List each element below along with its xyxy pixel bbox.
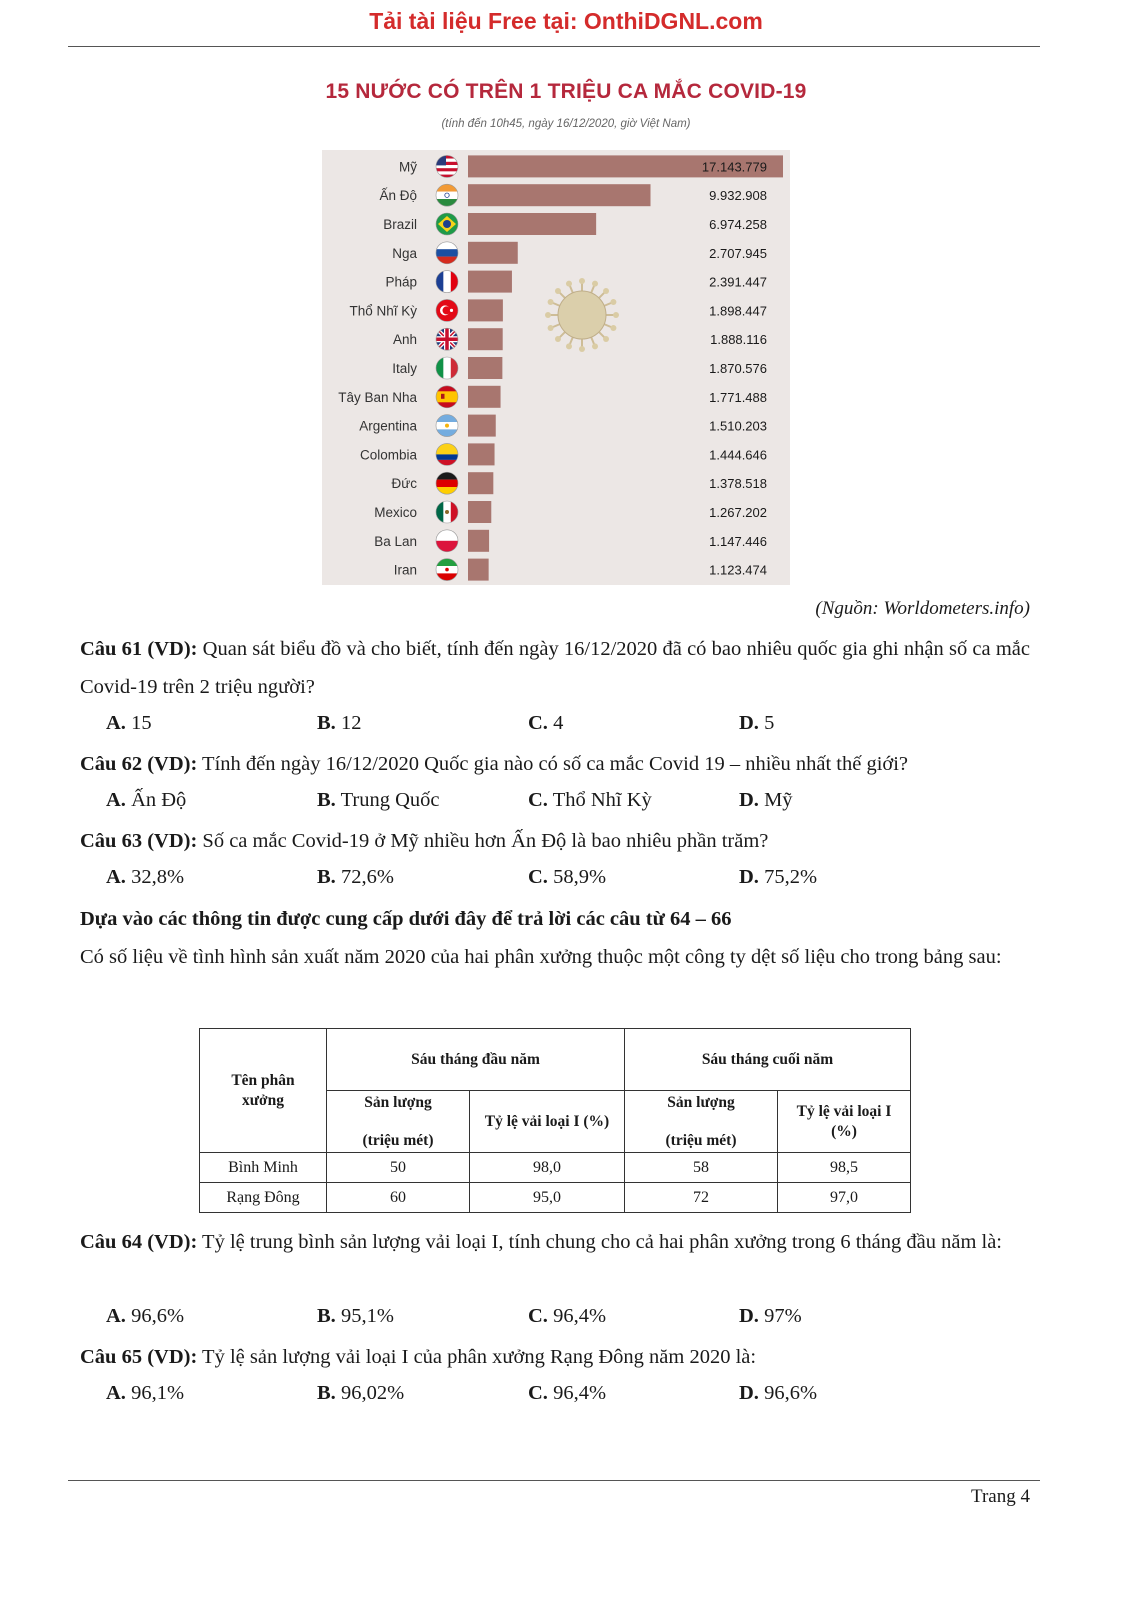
value-label: 1.898.447 [709,303,767,319]
country-label: Anh [392,332,417,348]
table-header-workshop: Tên phân xưởng [200,1029,327,1153]
bar [468,530,489,552]
bar [468,386,501,408]
flag-russia-icon [436,242,458,264]
virus-decoration-icon [545,278,619,352]
question-65 [80,1338,1030,1376]
question-label: Câu 65 (VD): [80,1346,198,1368]
question-label: Câu 61 (VD): [80,638,198,660]
question-64 [80,1223,1030,1261]
value-label: 9.932.908 [709,188,767,204]
table-row: Bình Minh 50 98,0 58 98,5 [200,1153,911,1183]
value-label: 1.267.202 [709,505,767,520]
question-text: Quan sát biểu đồ và cho biết, tính đến ngày 16/12/2020 đã có bao nhiêu quốc gia ghi nhận số ca mắc Covid-19 trên 2 triệu người? [80,638,1030,698]
table-header-ratio: Tỷ lệ vải loại I (%) [470,1091,625,1153]
chart-source: (Nguồn: Worldometers.info) [815,598,1030,619]
value-label: 1.444.646 [709,447,767,463]
option-d[interactable]: D. 5 [739,712,775,734]
question-65-options [106,1382,1066,1412]
flag-india-icon [436,184,458,206]
question-text: Tỷ lệ sản lượng vải loại I của phân xưởng Rạng Đông năm 2020 là: [197,1346,757,1368]
value-label: 1.888.116 [710,332,767,348]
bar [468,357,502,379]
country-label: Pháp [385,274,417,290]
section-instruction: Dựa vào các thông tin được cung cấp dưới đây để trả lời các câu từ 64 – 66 [80,908,732,930]
country-label: Đức [391,476,417,492]
question-text: Tỷ lệ trung bình sản lượng vải loại I, tính chung cho cả hai phân xưởng trong 6 tháng đầu năm là: [197,1231,1003,1253]
option-b[interactable]: B. 72,6% [317,866,394,888]
country-label: Iran [393,562,417,578]
country-label: Mỹ [399,159,417,175]
bar [468,328,503,350]
bar [468,501,491,523]
value-label: 1.147.446 [709,533,767,549]
bar [468,415,496,437]
question-text: Số ca mắc Covid-19 ở Mỹ nhiều hơn Ấn Độ là bao nhiêu phần trăm? [197,830,769,852]
flag-uk-icon [436,328,458,350]
value-label: 1.870.576 [709,361,767,376]
question-label: Câu 64 (VD): [80,1231,198,1253]
option-d[interactable]: D. 97% [739,1305,802,1327]
covid-bar-chart [322,150,790,585]
table-header-output: Sản lượng (triệu mét) [625,1091,778,1153]
flag-turkey-icon [436,299,458,321]
table-header-ratio: Tỷ lệ vải loại I (%) [778,1091,911,1153]
country-label: Ba Lan [374,533,417,549]
country-label: Colombia [359,447,417,463]
option-b[interactable]: B. 12 [317,712,362,734]
country-label: Ấn Độ [379,188,417,204]
flag-argentina-icon [436,415,458,437]
flag-iran-icon [436,559,458,581]
flag-brazil-icon [436,213,458,235]
value-label: 1.771.488 [709,389,767,405]
option-d[interactable]: D. 96,6% [739,1382,818,1404]
value-label: 1.123.474 [709,562,767,578]
option-d[interactable]: D. Mỹ [739,789,793,811]
table-row: Rạng Đông 60 95,0 72 97,0 [200,1183,911,1213]
option-c[interactable]: C. Thổ Nhĩ Kỳ [528,789,652,811]
option-c[interactable]: C. 58,9% [528,866,607,888]
option-c[interactable]: C. 4 [528,712,564,734]
bar [468,242,518,264]
option-b[interactable]: B. 96,02% [317,1382,405,1404]
country-label: Mexico [374,505,417,520]
question-text: Tính đến ngày 16/12/2020 Quốc gia nào có số ca mắc Covid 19 – nhiều nhất thế giới? [197,753,909,775]
value-label: 17.143.779 [701,159,767,175]
bar [468,299,503,321]
chart-subtitle: (tính đến 10h45, ngày 16/12/2020, giờ Việt Nam) [441,118,691,130]
value-label: 6.974.258 [709,217,767,232]
bar [468,443,495,465]
section-intro-text: Có số liệu về tình hình sản xuất năm 2020 của hai phân xưởng thuộc một công ty dệt số liệu cho trong bảng sau: [80,946,1002,968]
question-64-options [106,1305,1066,1335]
flag-usa-icon [436,155,458,177]
question-62 [80,745,1030,783]
question-61-options [106,712,1066,742]
country-label: Argentina [359,418,417,434]
bar [468,559,489,581]
option-d[interactable]: D. 75,2% [739,866,818,888]
option-c[interactable]: C. 96,4% [528,1305,607,1327]
option-c[interactable]: C. 96,4% [528,1382,607,1404]
flag-germany-icon [436,472,458,494]
question-label: Câu 62 (VD): [80,753,198,775]
flag-france-icon [436,271,458,293]
question-63-options [106,866,1066,896]
option-a[interactable]: A. Ấn Độ [106,789,187,811]
site-banner: Tải tài liệu Free tại: OnthiDGNL.com [369,8,763,34]
flag-colombia-icon [436,443,458,465]
flag-poland-icon [436,530,458,552]
flag-spain-icon [436,386,458,408]
country-label: Tây Ban Nha [338,389,417,405]
flag-italy-icon [436,357,458,379]
question-63 [80,822,1030,860]
value-label: 2.391.447 [709,274,767,290]
question-62-options [106,789,1066,819]
header-divider [68,46,1040,47]
option-a[interactable]: A. 15 [106,712,152,734]
value-label: 1.378.518 [709,476,767,492]
bar [468,213,596,235]
option-b[interactable]: B. Trung Quốc [317,789,440,811]
country-label: Nga [392,245,417,261]
flag-mexico-icon [436,501,458,523]
table-header-second-half: Sáu tháng cuối năm [625,1029,911,1091]
country-label: Brazil [383,217,417,232]
question-61 [80,630,1030,706]
option-a[interactable]: A. 96,1% [106,1382,185,1404]
question-label: Câu 63 (VD): [80,830,198,852]
chart-title: 15 NƯỚC CÓ TRÊN 1 TRIỆU CA MẮC COVID-19 [325,80,807,103]
production-table [199,1028,911,1213]
value-label: 1.510.203 [709,418,767,434]
table-header-first-half: Sáu tháng đầu năm [327,1029,625,1091]
bar [468,271,512,293]
bar [468,184,651,206]
option-b[interactable]: B. 95,1% [317,1305,394,1327]
country-label: Italy [392,361,417,376]
bar [468,472,493,494]
country-label: Thổ Nhĩ Kỳ [349,303,417,319]
option-a[interactable]: A. 96,6% [106,1305,185,1327]
footer-divider [68,1480,1040,1481]
page-number: Trang 4 [971,1486,1030,1507]
value-label: 2.707.945 [709,245,767,261]
option-a[interactable]: A. 32,8% [106,866,185,888]
table-header-output: Sản lượng (triệu mét) [327,1091,470,1153]
